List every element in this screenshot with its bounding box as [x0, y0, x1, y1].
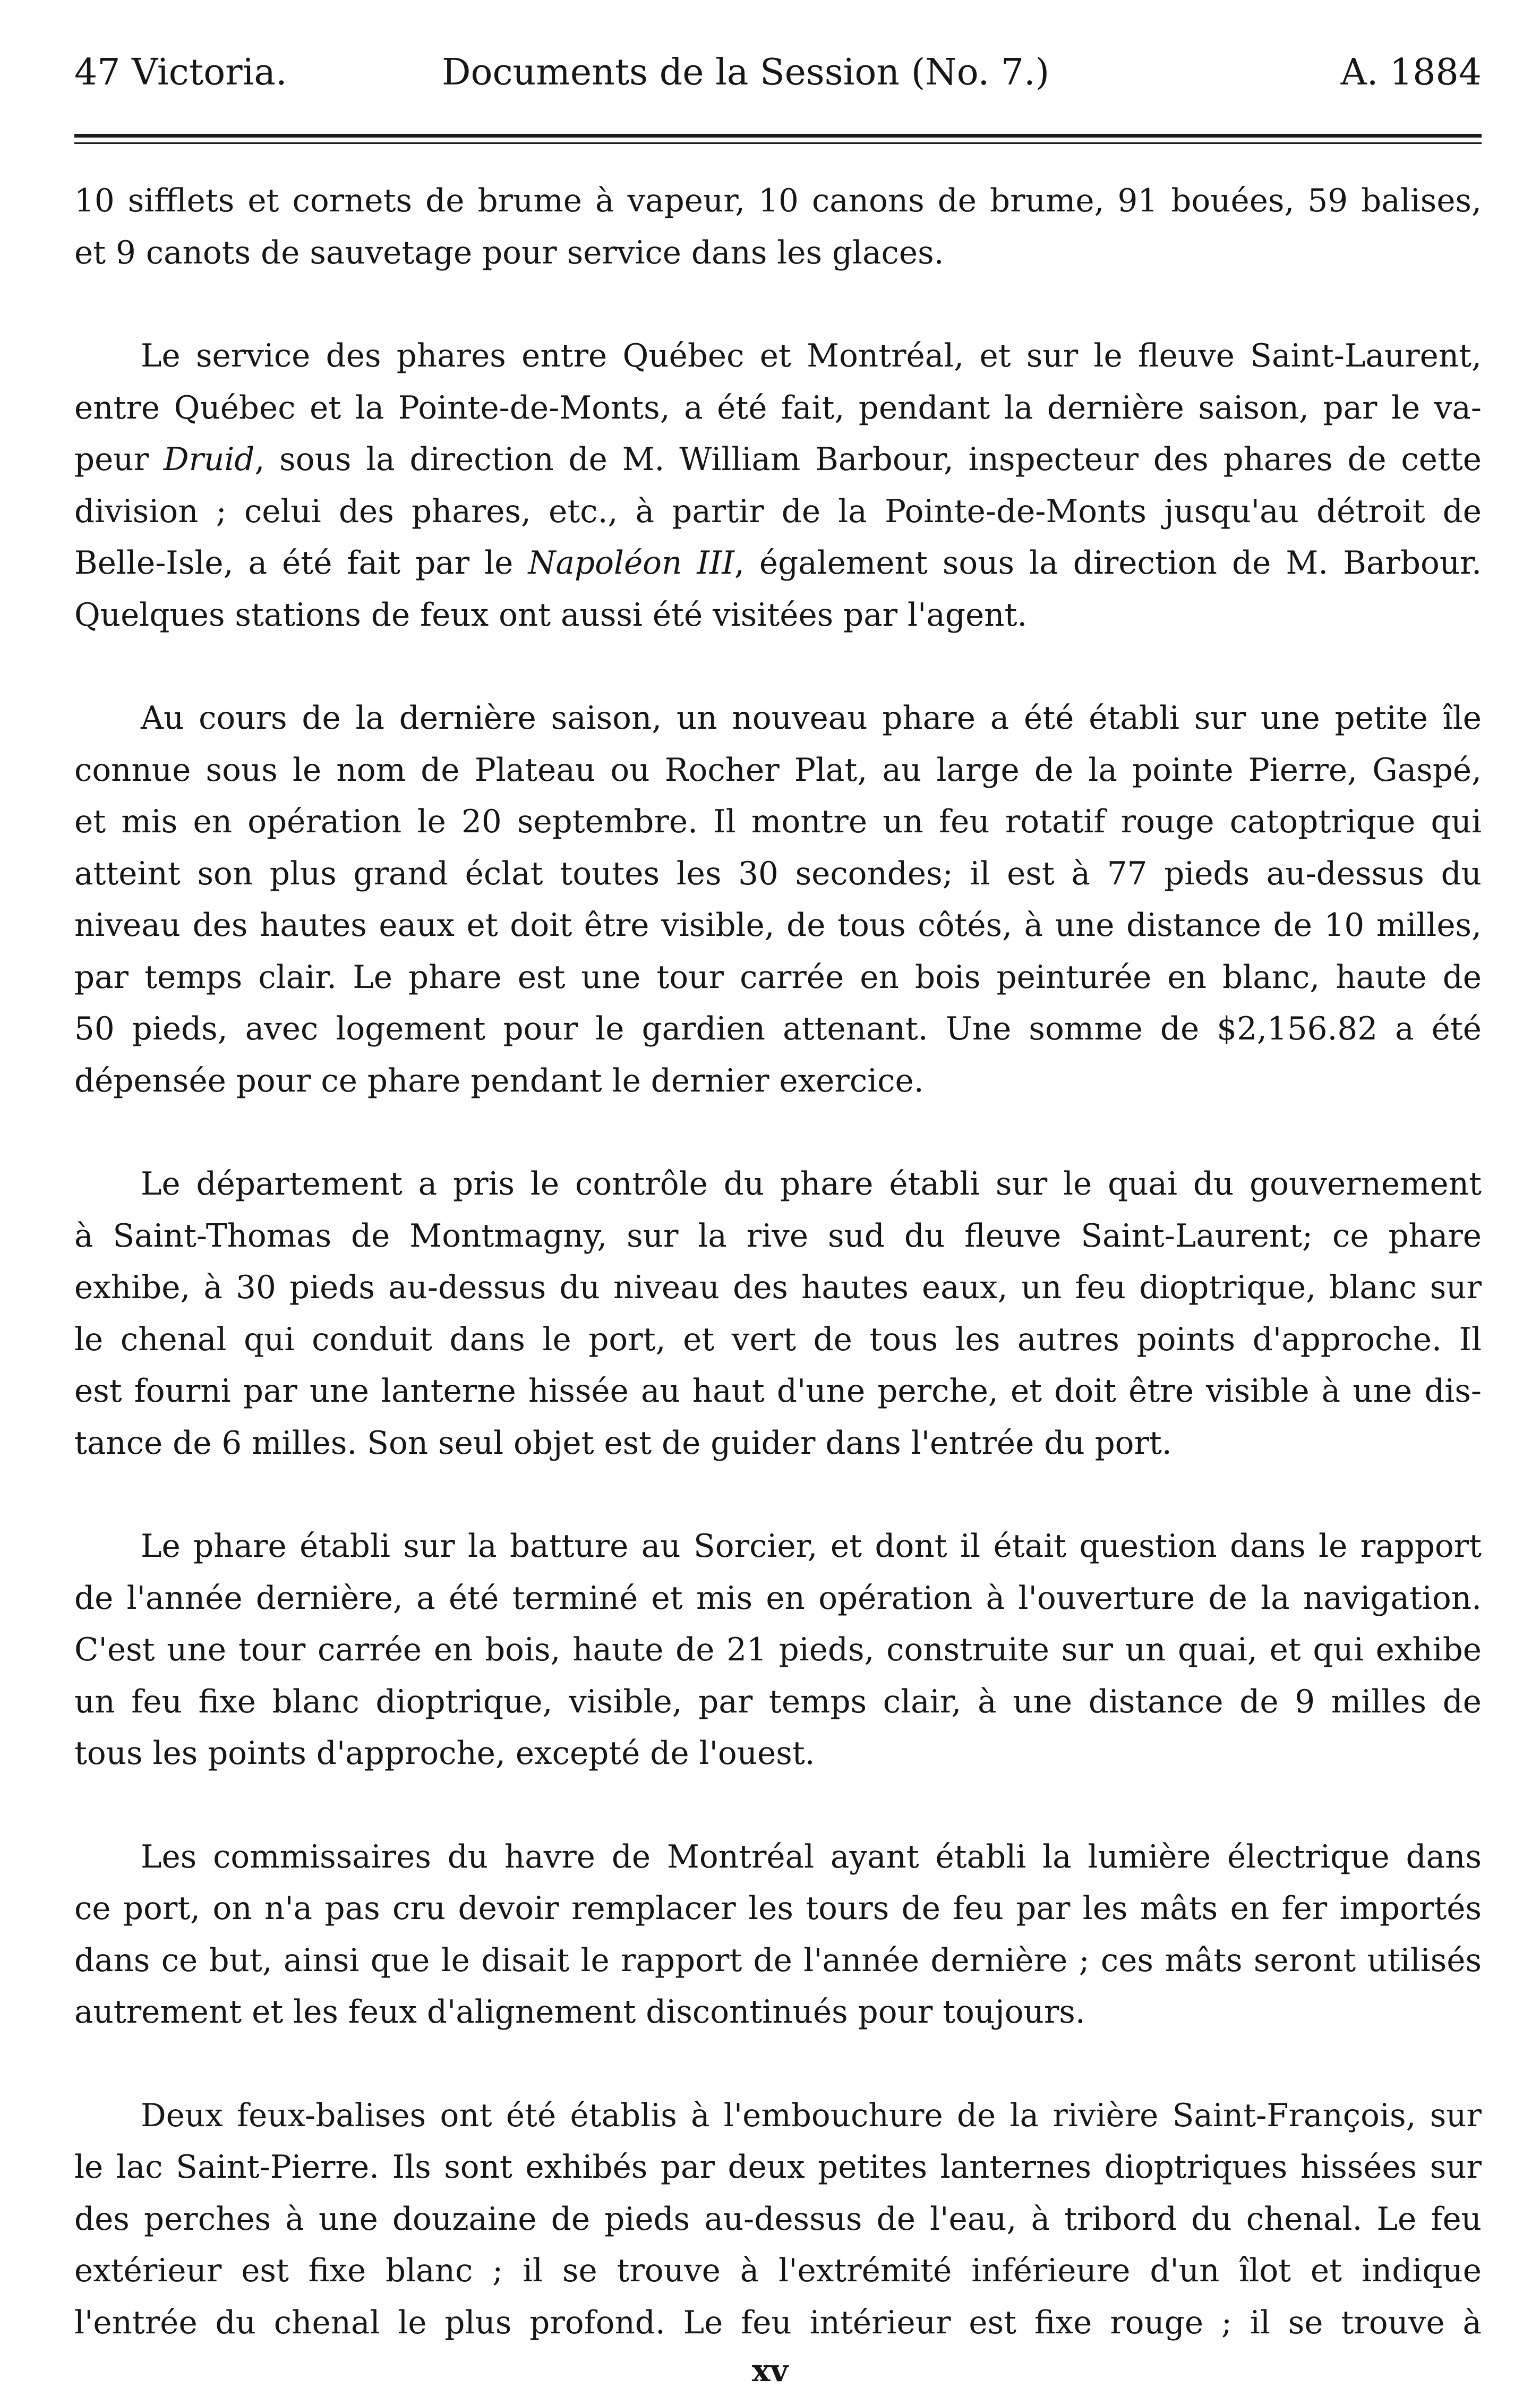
- text-line: dépensée pour ce phare pendant le dernier exercice.: [74, 1062, 924, 1099]
- text-line: exhibe, à 30 pieds au-dessus du niveau des hautes eaux, un feu dioptrique, blanc sur: [74, 1269, 1482, 1306]
- text-line: tance de 6 milles. Son seul objet est de guider dans l'entrée du port.: [74, 1425, 1172, 1462]
- ship-name: Napoléon III: [528, 545, 734, 582]
- paragraph-7: [74, 2090, 1482, 2349]
- text-line: Les commissaires du havre de Montréal ayant établi la lumière électrique dans: [141, 1838, 1482, 1876]
- text-line: atteint son plus grand éclat toutes les 30 secondes; il est à 77 pieds au-dessus du: [74, 855, 1482, 892]
- running-header: [74, 49, 1482, 97]
- text-line: Au cours de la dernière saison, un nouveau phare a été établi sur une petite île: [141, 700, 1482, 737]
- header-rule-thick: [74, 134, 1482, 138]
- header-title: Documents de la Session (No. 7.): [442, 52, 1050, 93]
- text-line: C'est une tour carrée en bois, haute de 21 pieds, construite sur un quai, et qui exhibe: [74, 1632, 1482, 1668]
- paragraph-2: [74, 330, 1482, 641]
- document-body: [74, 175, 1482, 2349]
- text-line: Le département a pris le contrôle du phare établi sur le quai du gouvernement: [141, 1166, 1482, 1203]
- paragraph-4: [74, 1158, 1482, 1469]
- paragraph-5: [74, 1521, 1482, 1780]
- header-year: A. 1884: [1340, 52, 1482, 93]
- text-line: Belle-Isle, a été fait par le Napoléon III, également sous la direction de M. Barbour.: [74, 545, 1482, 582]
- page-number: xv: [751, 2352, 789, 2389]
- ship-name: Druid: [163, 441, 255, 478]
- text-line: niveau des hautes eaux et doit être visible, de tous côtés, à une distance de 10 milles,: [74, 907, 1482, 944]
- text-line: tous les points d'approche, excepté de l'ouest.: [74, 1735, 815, 1772]
- text-line: le lac Saint-Pierre. Ils sont exhibés par deux petites lanternes dioptriques hissées sur: [74, 2149, 1482, 2186]
- paragraph-6: [74, 1831, 1482, 2039]
- text-line: Quelques stations de feux ont aussi été visitées par l'agent.: [74, 596, 1028, 634]
- text-line: 50 pieds, avec logement pour le gardien attenant. Une somme de $2,156.82 a été: [74, 1011, 1482, 1047]
- text-line: ce port, on n'a pas cru devoir remplacer les tours de feu par les mâts en fer importés: [74, 1890, 1482, 1927]
- text-line: connue sous le nom de Plateau ou Rocher Plat, au large de la pointe Pierre, Gaspé,: [74, 752, 1482, 789]
- text-line: de l'année dernière, a été terminé et mis en opération à l'ouverture de la navigation.: [74, 1580, 1482, 1617]
- text-line: Deux feux-balises ont été établis à l'embouchure de la rivière Saint-François, sur: [141, 2097, 1482, 2134]
- text-line: dans ce but, ainsi que le disait le rapport de l'année dernière ; ces mâts seront utilisés: [74, 1942, 1482, 1979]
- text-line: des perches à une douzaine de pieds au-dessus de l'eau, à tribord du chenal. Le feu: [74, 2201, 1482, 2238]
- text-line: 10 sifflets et cornets de brume à vapeur, 10 canons de brume, 91 bouées, 59 balises,: [74, 183, 1482, 219]
- text-line: l'entrée du chenal le plus profond. Le feu intérieur est fixe rouge ; il se trouve à: [74, 2304, 1482, 2341]
- text-line: est fourni par une lanterne hissée au haut d'une perche, et doit être visible à une dis-: [74, 1373, 1482, 1410]
- header-rule-thin: [74, 142, 1482, 144]
- text-line: et 9 canots de sauvetage pour service dans les glaces.: [74, 234, 944, 271]
- text-line: Le phare établi sur la batture au Sorcier, et dont il était question dans le rapport: [141, 1528, 1482, 1565]
- text-line: et mis en opération le 20 septembre. Il montre un feu rotatif rouge catoptrique qui: [74, 804, 1482, 840]
- header-volume: 47 Victoria.: [74, 52, 287, 93]
- text-line: le chenal qui conduit dans le port, et vert de tous les autres points d'approche. Il: [74, 1321, 1482, 1358]
- text-line: un feu fixe blanc dioptrique, visible, par temps clair, à une distance de 9 milles de: [74, 1683, 1482, 1720]
- text-line: par temps clair. Le phare est une tour carrée en bois peinturée en blanc, haute de: [74, 959, 1482, 996]
- text-line: division ; celui des phares, etc., à partir de la Pointe-de-Monts jusqu'au détroit de: [74, 493, 1482, 530]
- text-line: Le service des phares entre Québec et Montréal, et sur le fleuve Saint-Laurent,: [141, 338, 1482, 374]
- text-line: extérieur est fixe blanc ; il se trouve à l'extrémité inférieure d'un îlot et indique: [74, 2253, 1482, 2289]
- paragraph-1: [74, 175, 1482, 279]
- text-line: entre Québec et la Pointe-de-Monts, a été fait, pendant la dernière saison, par le va-: [74, 389, 1482, 427]
- text-line: à Saint-Thomas de Montmagny, sur la rive sud du fleuve Saint-Laurent; ce phare: [74, 1217, 1482, 1255]
- paragraph-3: [74, 693, 1482, 1107]
- text-line: peur Druid, sous la direction de M. William Barbour, inspecteur des phares de cette: [74, 441, 1482, 478]
- text-line: autrement et les feux d'alignement discontinués pour toujours.: [74, 1994, 1085, 2031]
